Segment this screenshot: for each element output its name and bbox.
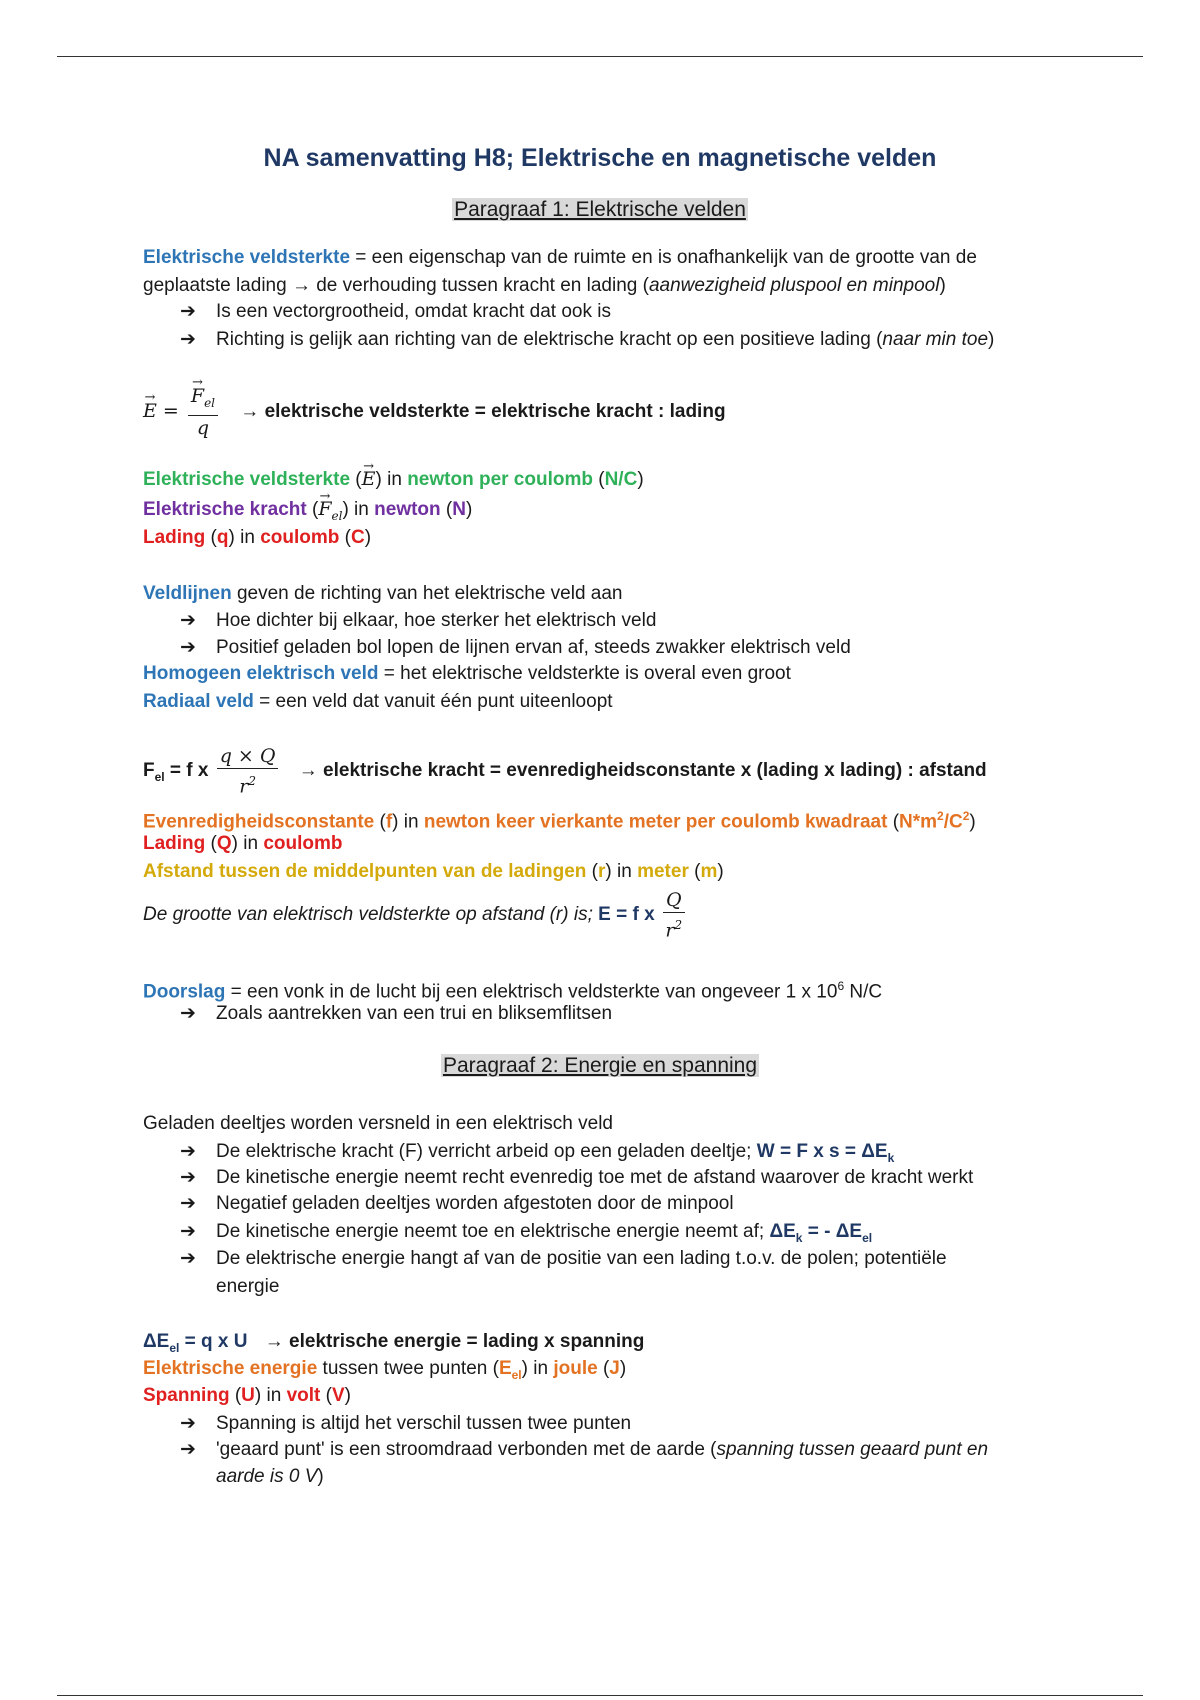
definition-doorslag: Doorslag = een vonk in de lucht bij een elektrisch veldsterkte van ongeveer 1 x $10^6$ N/C <box>143 979 883 1003</box>
arrow-icon: ➔ <box>180 329 196 350</box>
arrow-icon: ➔ <box>180 1141 196 1162</box>
formula-description: elektrische veldsterkte = elektrische kracht : lading <box>264 401 726 422</box>
bullet-item: ➔ Hoe dichter bij elkaar, hoe sterker het elektrisch veld <box>180 607 656 634</box>
bullet-item: ➔ De kinetische energie neemt recht evenredig toe met de afstand waarover de kracht werkt <box>180 1164 973 1191</box>
formula-veldsterkte: → E = → $\frac{F_{el}}{q}$ → elektrische veldsterkte = elektrische kracht : lading <box>143 384 726 440</box>
formula-description: elektrische kracht = evenredigheidsconstante x (lading x lading) : afstand <box>323 760 987 782</box>
arrow-icon: ➔ <box>180 610 196 631</box>
intro-line: Geladen deeltjes worden versneld in een elektrisch veld <box>143 1113 613 1134</box>
arrow-icon: → <box>264 1331 284 1352</box>
definition-veldsterkte-cont: geplaatste lading → de verhouding tussen kracht en lading (aanwezigheid pluspool en minpool) <box>143 275 946 296</box>
fraction: $\frac{q \times Q}{r^2}$ <box>217 744 279 798</box>
fraction: → $\frac{F_{el}}{q}$ <box>188 384 218 440</box>
bullet-continuation: energie <box>216 1276 280 1297</box>
top-rule <box>57 56 1143 57</box>
bullet-item: ➔ De elektrische energie hangt af van de positie van een lading t.o.v. de polen; potentiële <box>180 1245 947 1272</box>
bullet-item: ➔ Is een vectorgrootheid, omdat kracht dat ook is <box>180 298 611 325</box>
arrow-icon: → <box>298 760 318 782</box>
arrow-icon: ➔ <box>180 1221 196 1242</box>
unit-line: Elektrische energie tussen twee punten $(E_{el})$ in joule (J) <box>143 1358 627 1382</box>
arrow-icon: ➔ <box>180 1248 196 1269</box>
arrow-icon: ➔ <box>180 1167 196 1188</box>
arrow-icon: ➔ <box>180 1413 196 1434</box>
fraction: $\frac{Q}{r^2}$ <box>663 888 685 942</box>
definition-homogeen: Homogeen elektrisch veld = het elektrische veldsterkte is overal even groot <box>143 663 791 684</box>
formula-kracht: $F_{el} = f$ x $\frac{q \times Q}{r^2}$ → elektrische kracht = evenredigheidsconstante x (lading x lading) : afstand <box>143 745 987 798</box>
unit-line: Evenredigheidsconstante (f) in newton keer vierkante meter per coulomb kwadraat $(N*m^2/C^2)$ <box>143 809 976 833</box>
bullet-item: ➔ Richting is gelijk aan richting van de elektrische kracht op een positieve lading (naar min toe) <box>180 326 994 353</box>
bullet-item: ➔ Positief geladen bol lopen de lijnen ervan af, steeds zwakker elektrisch veld <box>180 634 851 661</box>
unit-line: Lading (q) in coulomb (C) <box>143 527 372 548</box>
definition-veldsterkte: Elektrische veldsterkte = een eigenschap van de ruimte en is onafhankelijk van de grootte van de <box>143 247 977 268</box>
arrow-icon: ➔ <box>180 1003 196 1024</box>
unit-line: Elektrische veldsterkte (→ E) in newton per coulomb (N/C) <box>143 466 644 493</box>
unit-line: Spanning (U) in volt (V) <box>143 1385 351 1406</box>
arrow-icon: → <box>240 401 260 422</box>
unit-line: Elektrische kracht (→ $F_{el}$) in newton (N) <box>143 496 472 530</box>
bottom-rule <box>57 1695 1143 1696</box>
arrow-icon: → <box>291 275 311 296</box>
bullet-continuation: aarde is 0 V) <box>216 1466 324 1487</box>
page-title: NA samenvatting H8; Elektrische en magnetische velden <box>263 144 937 172</box>
arrow-icon: ➔ <box>180 637 196 658</box>
bullet-item: ➔ De elektrische kracht (F) verricht arbeid op een geladen deeltje; W = F x $s = \Delta E_k$ <box>180 1138 894 1172</box>
bullet-item: ➔ De kinetische energie neemt toe en elektrische energie neemt af; $\Delta E_k$ = - $\Delta E_{el}$ <box>180 1218 872 1252</box>
bullet-item: ➔ Zoals aantrekken van een trui en bliksemflitsen <box>180 1000 612 1027</box>
unit-line: Afstand tussen de middelpunten van de ladingen (r) in meter (m) <box>143 861 724 882</box>
section-heading-2: Paragraaf 2: Energie en spanning <box>442 1054 758 1077</box>
term-veldsterkte: Elektrische veldsterkte <box>143 247 351 268</box>
bullet-item: ➔ 'geaard punt' is een stroomdraad verbonden met de aarde (spanning tussen geaard punt en <box>180 1436 988 1463</box>
formula-description: elektrische energie = lading x spanning <box>289 1331 645 1352</box>
definition-radiaal: Radiaal veld = een veld dat vanuit één punt uiteenloopt <box>143 691 613 712</box>
grootte-line: De grootte van elektrisch veldsterkte op afstand (r) is; E = f x $\frac{Q}{r^2}$ <box>143 888 688 942</box>
unit-line: Lading (Q) in coulomb <box>143 833 343 854</box>
formula-energie: $\Delta E_{el} = q$ x U → elektrische energie = lading x spanning <box>143 1331 645 1355</box>
arrow-icon: ➔ <box>180 1193 196 1214</box>
bullet-item: ➔ Negatief geladen deeltjes worden afgestoten door de minpool <box>180 1190 734 1217</box>
bullet-item: ➔ Spanning is altijd het verschil tussen twee punten <box>180 1410 631 1437</box>
definition-veldlijnen: Veldlijnen geven de richting van het elektrische veld aan <box>143 583 623 604</box>
arrow-icon: ➔ <box>180 301 196 322</box>
section-heading-1: Paragraaf 1: Elektrische velden <box>454 198 746 221</box>
arrow-icon: ➔ <box>180 1439 196 1460</box>
